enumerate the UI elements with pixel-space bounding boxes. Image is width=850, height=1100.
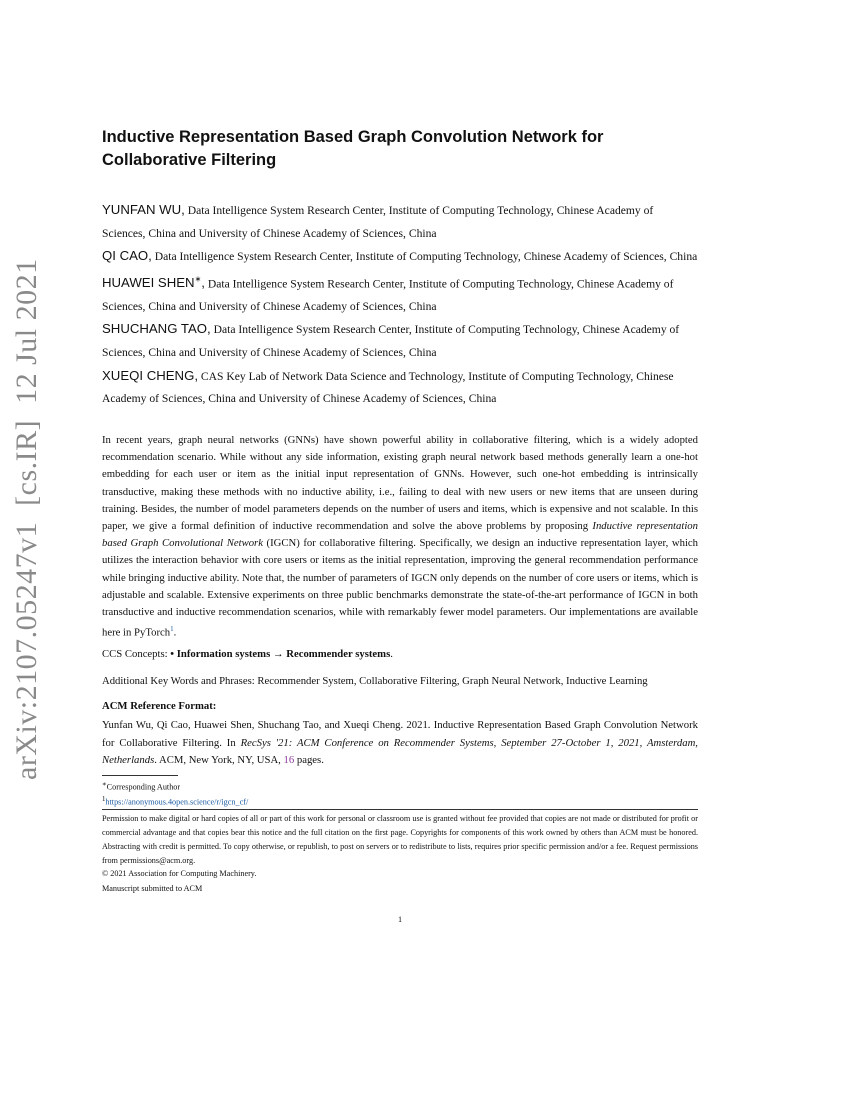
code-url-link[interactable]: https://anonymous.4open.science/r/igcn_cf/: [105, 797, 249, 807]
arxiv-id: arXiv:2107.05247v1: [10, 521, 43, 780]
corresponding-mark: ∗: [194, 274, 202, 284]
author-name: QI CAO,: [102, 248, 152, 264]
author-name: HUAWEI SHEN∗,: [102, 274, 205, 291]
footnotes: [102, 779, 248, 808]
author-entry: [102, 199, 698, 245]
author-entry: [102, 318, 698, 364]
footnote-corresponding: ∗Corresponding Author: [102, 781, 181, 792]
author-affiliation: Data Intelligence System Research Center, Institute of Computing Technology, Chinese Academy of Sciences, China: [154, 250, 698, 264]
ccs-concepts: CCS Concepts: • Information systems → Recommender systems.: [102, 648, 393, 660]
author-name: SHUCHANG TAO,: [102, 321, 211, 337]
arxiv-category: [cs.IR]: [10, 419, 43, 506]
author-name: YUNFAN WU,: [102, 202, 185, 217]
author-affiliation: Data Intelligence System Research Center, Institute of Computing Technology, Chinese Academy of Sciences, China and University of Chinese Academy of Sciences, China: [102, 204, 654, 240]
reference-heading: ACM Reference Format:: [102, 700, 217, 712]
keywords: Additional Key Words and Phrases: Recommender System, Collaborative Filtering, Graph Neural Network, Inductive Learning: [102, 675, 648, 687]
paper-title: Inductive Representation Based Graph Convolution Network for Collaborative Filtering: [102, 128, 604, 169]
abstract: In recent years, graph neural networks (GNNs) have shown powerful ability in collaborative filtering, which is a widely adopted recommendation scenario. While without any side information, existing graph neural network based methods generally learn a one-hot embedding for each user or item as the initial input representation of GNNs. However, such one-hot embedding is intrinsically transductive, making these methods with no inductive ability, i.e., failing to deal with new users or new items that are unseen during training. Besides, the number of model parameters depends on the number of users and items, which is expensive and not scalable. In this paper, we give a formal definition of inductive recommendation and solve the above problems by proposing Inductive representation based Graph Convolutional Network (IGCN) for collaborative filtering. Specifically, we design an inductive representation layer, which utilizes the interaction behavior with core users or items as the initial representation, improving the general recommendation performance while bringing inductive ability. Note that, the number of parameters of IGCN only depends on the number of core users or items, which is adjustable and scalable. Extensive experiments on three public benchmarks demonstrate the state-of-the-art performance of IGCN in both transductive and inductive recommendation scenarios, while with remarkably fewer model parameters. Our implementations are available here in PyTorch$^1$.: [102, 434, 699, 639]
ccs-concept: Information systems → Recommender systems: [176, 648, 391, 660]
page-count-link[interactable]: 16: [283, 754, 295, 767]
permission-notice: Permission to make digital or hard copies of all or part of this work for personal or classroom use is granted without fee provided that copies are not made or distributed for profit or commercial advantage and that copies bear this notice and the full citation on the first page. Copyrights for components of this work owned by others than ACM must be honored. Abstracting with credit is permitted. To copy otherwise, or republish, to post on servers or to redistribute to lists, requires prior specific permission and/or a fee. Request permissions from permissions@acm.org.: [102, 814, 698, 866]
page-number: 1: [397, 915, 403, 924]
author-entry: [102, 365, 698, 411]
arxiv-date: 12 Jul 2021: [10, 258, 43, 404]
author-list: [102, 199, 698, 411]
footnote-url: $^1$https://anonymous.4open.science/r/igcn_cf/: [102, 795, 249, 807]
author-affiliation: CAS Key Lab of Network Data Science and Technology, Institute of Computing Technology, Chinese Academy of Sciences, China and University of Chinese Academy of Sciences, China: [102, 369, 674, 406]
author-entry: [102, 245, 698, 269]
venue: RecSys '21: ACM Conference on Recommender Systems, September 27-October 1, 2021, Amsterdam, Netherlands: [102, 736, 698, 767]
method-name: Inductive representation based Graph Convolutional Network: [102, 520, 698, 550]
footnote-divider: [102, 775, 178, 776]
author-affiliation: Data Intelligence System Research Center, Institute of Computing Technology, Chinese Academy of Sciences, China and University of Chinese Academy of Sciences, China: [102, 323, 680, 359]
copyright: © 2021 Association for Computing Machinery.: [102, 869, 257, 878]
footnote-ref[interactable]: 1: [170, 625, 174, 634]
reference-format: Yunfan Wu, Qi Cao, Huawei Shen, Shuchang Tao, and Xueqi Cheng. 2021. Inductive Representation Based Graph Convolution Network for Collaborative Filtering. In RecSys '21: ACM Conference on Recommender Systems, September 27-October 1, 2021, Amsterdam, Netherlands. ACM, New York, NY, USA, 16 pages.: [102, 719, 698, 767]
author-affiliation: Data Intelligence System Research Center, Institute of Computing Technology, Chinese Academy of Sciences, China and University of Chinese Academy of Sciences, China: [102, 277, 674, 313]
permission-divider: [102, 809, 698, 810]
author-entry: [102, 269, 698, 319]
manuscript-note: Manuscript submitted to ACM: [102, 884, 203, 893]
author-name: XUEQI CHENG,: [102, 367, 198, 383]
arxiv-watermark: [10, 258, 44, 780]
